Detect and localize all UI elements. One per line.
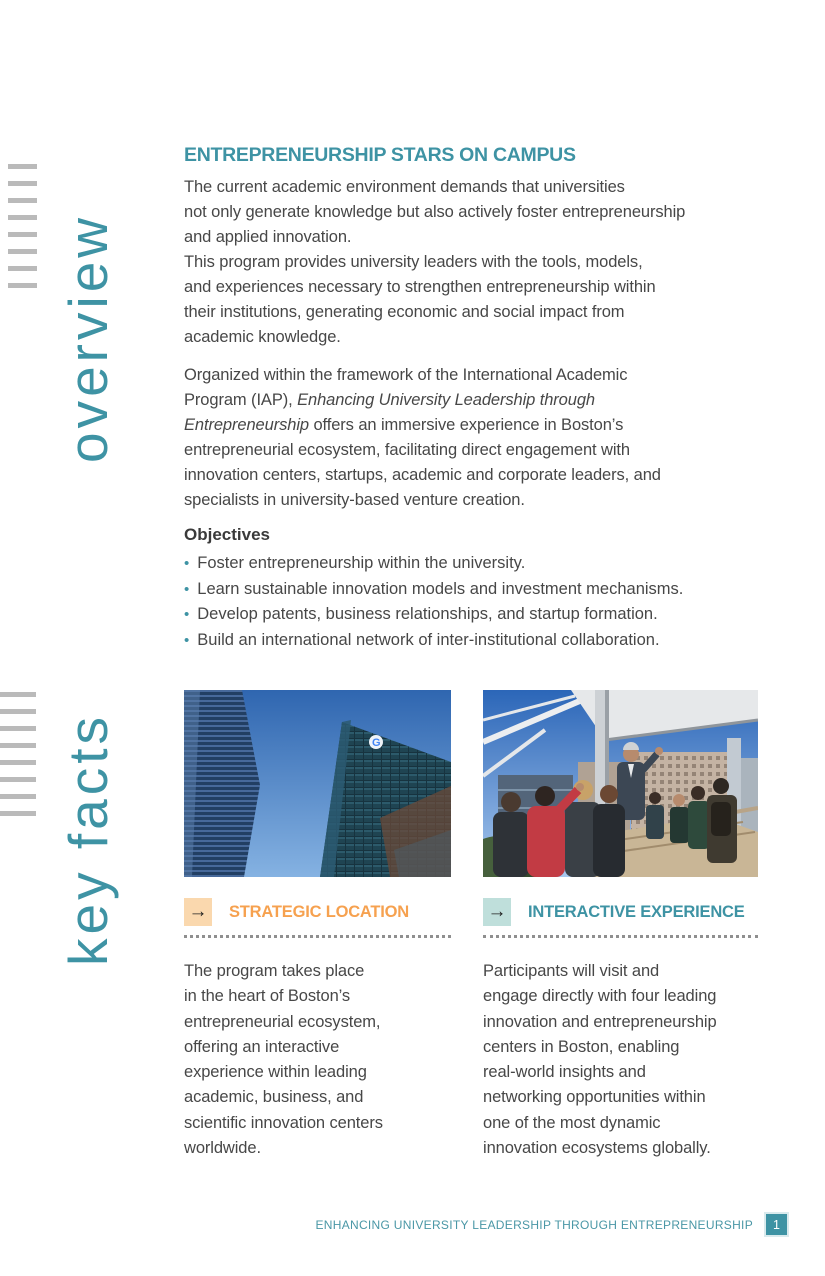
key-facts-section-label: key facts [57, 712, 119, 966]
svg-text:G: G [372, 737, 381, 749]
objectives-list [184, 551, 683, 653]
card-body-line: Participants will visit and [483, 962, 660, 980]
gray-bar [8, 232, 37, 237]
gray-bar [8, 215, 37, 220]
card-body-line: worldwide. [184, 1139, 261, 1158]
paragraph-line: entrepreneurial ecosystem, facilitating direct engagement with [184, 441, 630, 459]
card-header [483, 898, 758, 926]
page-footer [315, 1214, 787, 1235]
page-number-badge: 1 [766, 1214, 787, 1235]
bullet-icon: • [184, 555, 190, 572]
paragraph-line: specialists in university-based venture creation. [184, 491, 525, 509]
paragraph-line: academic knowledge. [184, 328, 341, 346]
objective-item: • Develop patents, business relationships, and startup formation. [184, 602, 683, 628]
gray-bar [0, 777, 36, 782]
gray-bar [8, 283, 37, 288]
key-fact-card-interactive-experience [483, 690, 758, 1161]
paragraph-line: Organized within the framework of the International Academic [184, 366, 628, 384]
paragraph-line: Program (IAP), Enhancing University Leadership through [184, 391, 595, 409]
program-name-italic: Enhancing University Leadership through [297, 391, 595, 409]
gray-bar [0, 692, 36, 697]
dotted-divider [184, 935, 451, 938]
card-body-line: scientific innovation centers [184, 1113, 383, 1132]
paragraph-line: The current academic environment demands that universities [184, 178, 625, 196]
objectives-heading: Objectives [184, 525, 270, 544]
gray-bar [8, 198, 37, 203]
paragraph-line: innovation centers, startups, academic and corporate leaders, and [184, 466, 661, 484]
card-body-line: engage directly with four leading [483, 987, 717, 1006]
bullet-icon: • [184, 606, 190, 623]
gray-bar [8, 266, 37, 271]
paragraph-line: Entrepreneurship offers an immersive experience in Boston’s [184, 416, 624, 434]
boston-glass-towers-photo [184, 690, 451, 877]
overview-section-label: overview [57, 213, 119, 463]
objective-item: • Build an international network of inter-institutional collaboration. [184, 628, 683, 654]
gray-bars-decoration-bottom [0, 692, 36, 828]
gray-bar [0, 760, 36, 765]
card-body-line: in the heart of Boston’s [184, 987, 351, 1006]
card-body-line: networking opportunities within [483, 1088, 706, 1107]
card-title: INTERACTIVE EXPERIENCE [528, 902, 745, 921]
program-name-italic: Entrepreneurship [184, 416, 309, 434]
paragraph-line: their institutions, generating economic and social impact from [184, 303, 625, 321]
gray-bar [0, 726, 36, 731]
card-body-line: entrepreneurial ecosystem, [184, 1012, 381, 1031]
card-body-line: innovation ecosystems globally. [483, 1139, 711, 1158]
card-body-line: centers in Boston, enabling [483, 1037, 680, 1056]
card-header [184, 898, 451, 926]
gray-bar [0, 811, 36, 816]
card-title: STRATEGIC LOCATION [229, 902, 410, 921]
paragraph-line: and applied innovation. [184, 228, 352, 246]
paragraph-line: This program provides university leaders with the tools, models, [184, 253, 643, 271]
gray-bar [0, 794, 36, 799]
card-body-line: experience within leading [184, 1063, 367, 1082]
card-body-line: academic, business, and [184, 1088, 364, 1107]
paragraph-line: and experiences necessary to strengthen entrepreneurship within [184, 278, 656, 296]
bullet-icon: • [184, 580, 190, 598]
card-body-line: real-world insights and [483, 1063, 646, 1082]
bullet-icon: • [184, 631, 190, 649]
card-body [184, 959, 451, 1161]
paragraph-line: not only generate knowledge but also actively foster entrepreneurship [184, 203, 686, 221]
page-title: ENTREPRENEURSHIP STARS ON CAMPUS [184, 144, 576, 166]
card-body-line: offering an interactive [184, 1037, 340, 1056]
arrow-right-icon: → [483, 898, 511, 926]
gray-bar [0, 743, 36, 748]
arrow-right-icon: → [184, 898, 212, 926]
gray-bar [0, 709, 36, 714]
gray-bar [8, 249, 37, 254]
card-body-line: The program takes place [184, 962, 365, 980]
overview-paragraph-1 [184, 175, 685, 350]
key-fact-card-strategic-location [184, 690, 451, 1161]
gray-bars-decoration-top [8, 164, 37, 300]
gray-bar [8, 181, 37, 186]
rooftop-group-tour-photo [483, 690, 758, 877]
card-body-line: innovation and entrepreneurship [483, 1012, 717, 1031]
gray-bar [8, 164, 37, 169]
dotted-divider [483, 935, 758, 938]
card-body-line: one of the most dynamic [483, 1113, 661, 1132]
footer-running-title: ENHANCING UNIVERSITY LEADERSHIP THROUGH ENTREPRENEURSHIP [315, 1217, 753, 1232]
card-body [483, 959, 758, 1161]
objective-item: • Foster entrepreneurship within the university. [184, 551, 683, 577]
overview-paragraph-2 [184, 363, 661, 513]
objective-item: • Learn sustainable innovation models and investment mechanisms. [184, 577, 683, 603]
